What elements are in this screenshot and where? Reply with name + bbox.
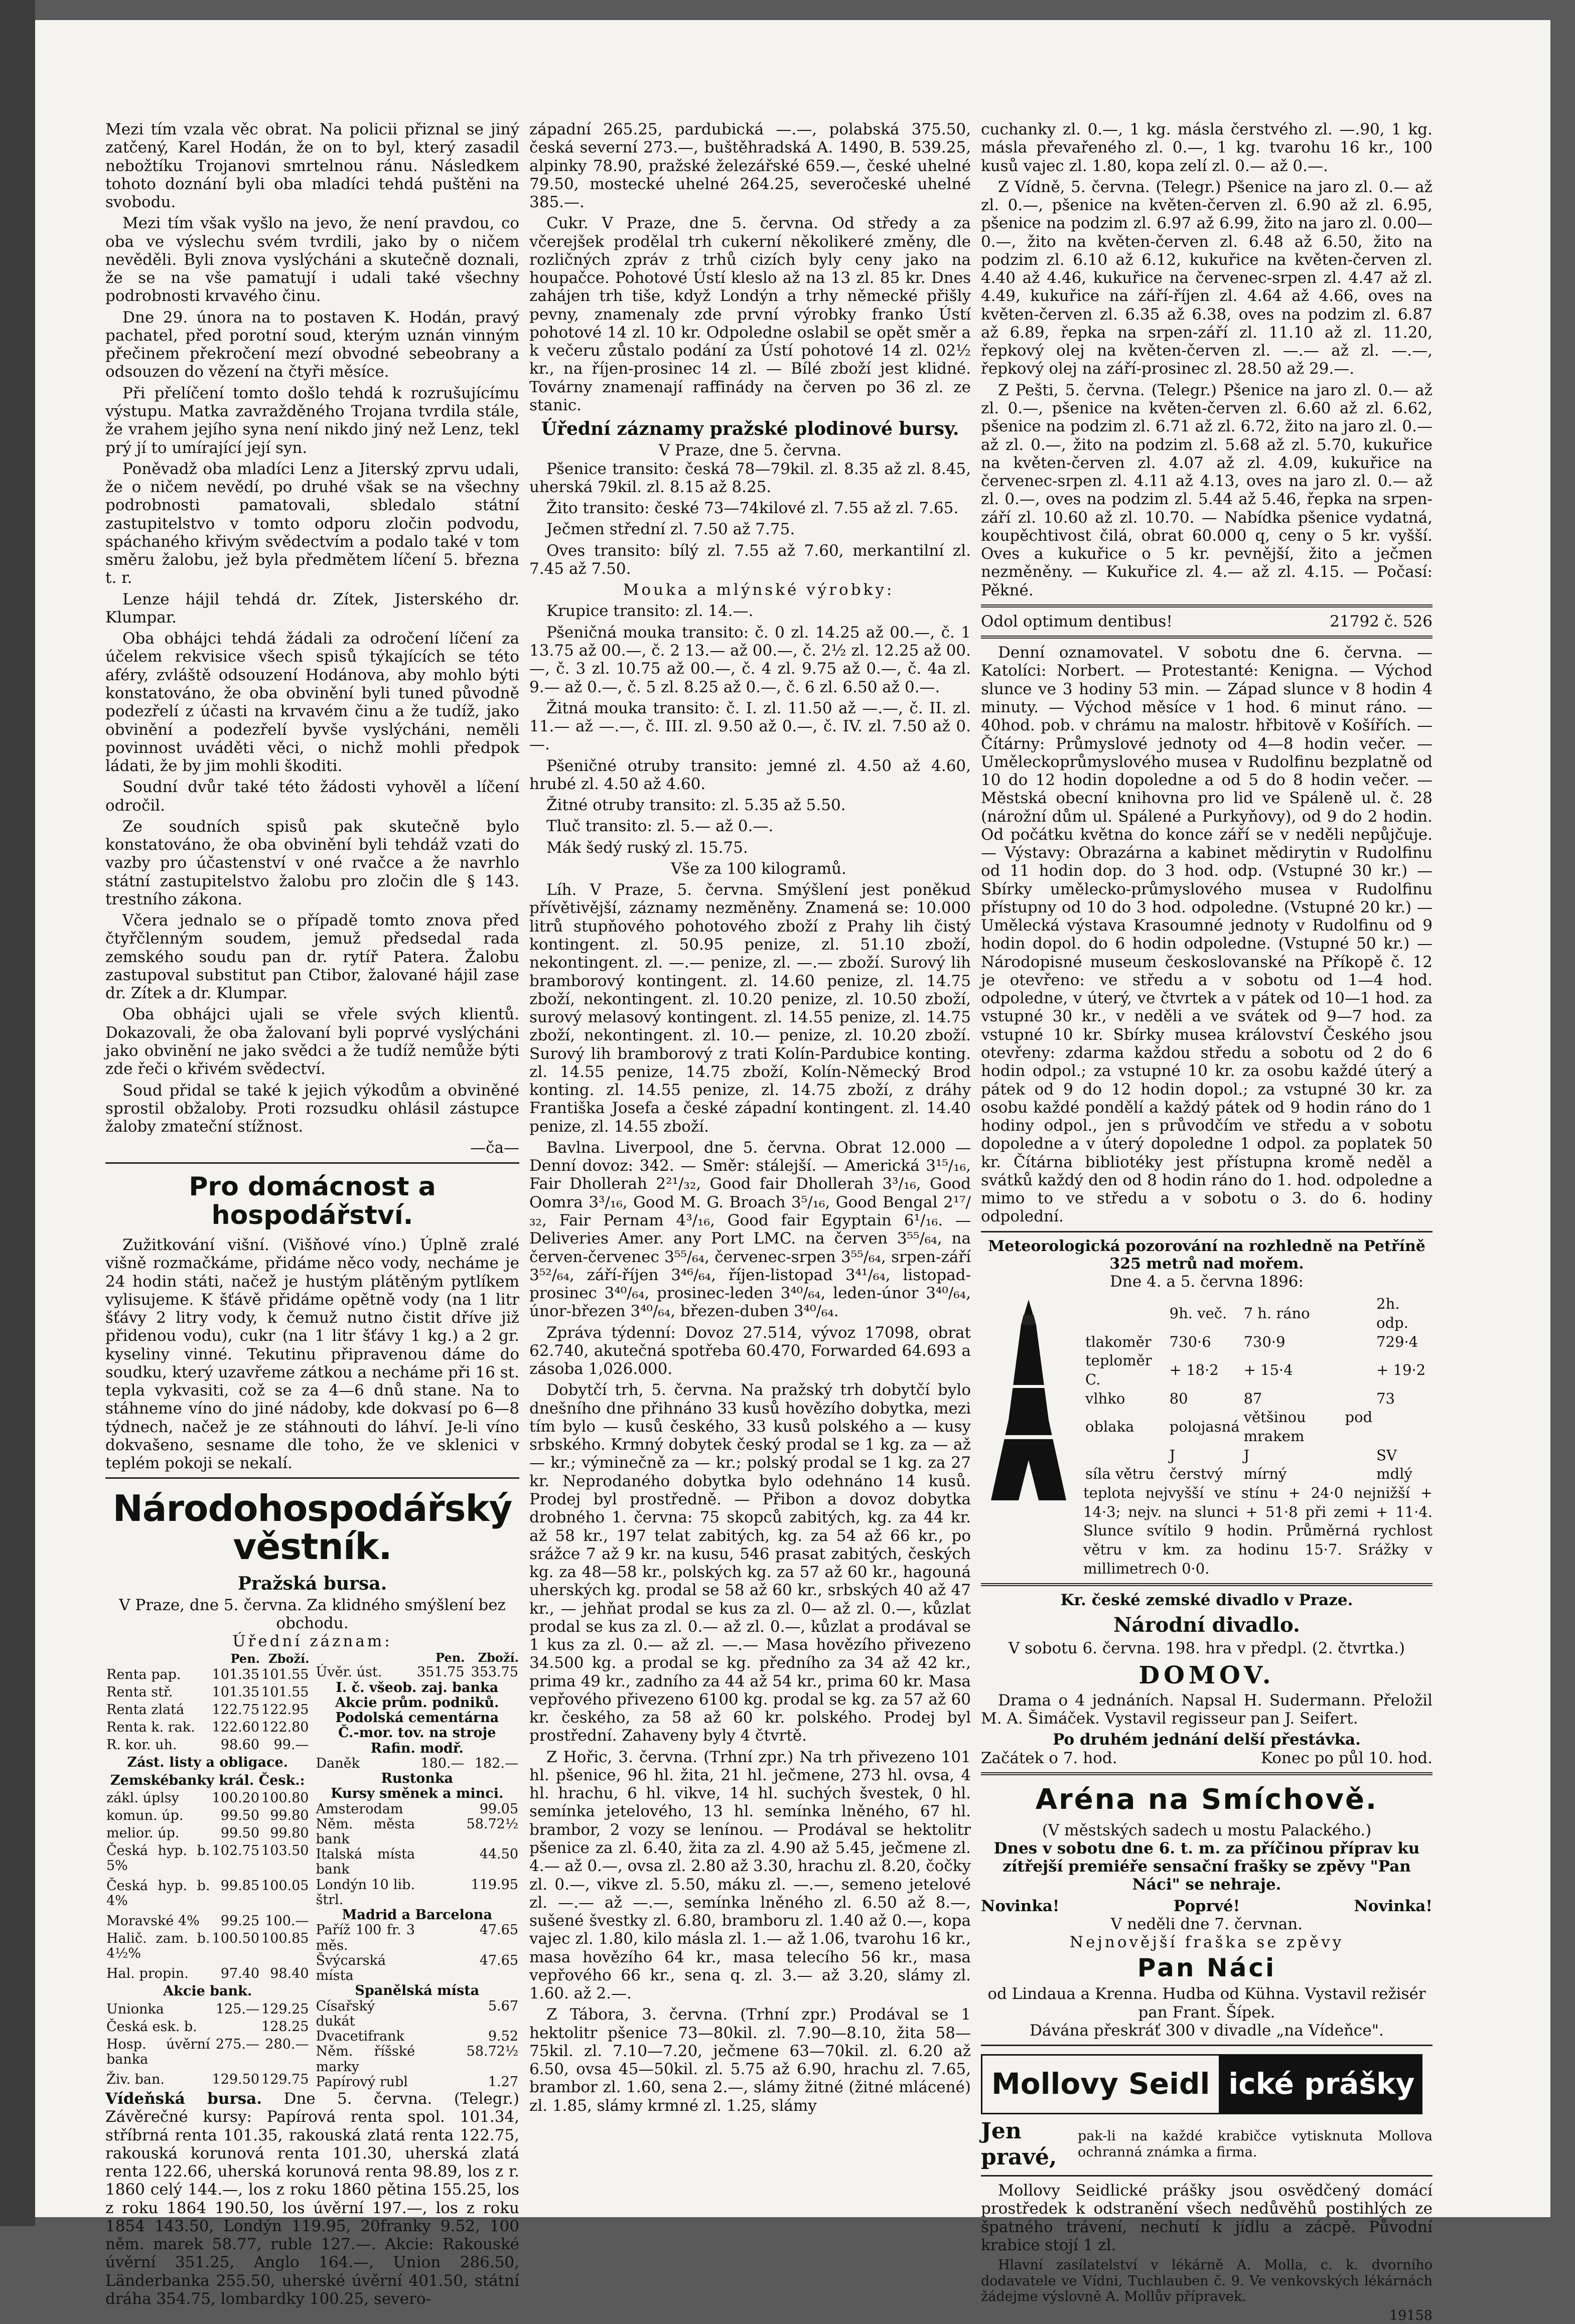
rate-label: Kursy směnek a minci. xyxy=(331,1786,504,1802)
rate-label: I. č. všeob. zaj. banka xyxy=(336,1679,499,1695)
meteo-row xyxy=(1083,1446,1433,1465)
rate-zbozi: 47.65 xyxy=(479,1922,518,1938)
rate-row xyxy=(105,1755,310,1773)
rate-zbozi: 129.25 xyxy=(261,2001,309,2017)
rate-row xyxy=(105,1808,310,1826)
rate-row xyxy=(315,1983,520,1998)
rate-row xyxy=(105,2020,310,2037)
rate-zbozi: 9.52 xyxy=(488,2029,518,2045)
article-paragraph: Mezi tím však vyšlo na jevo, že není pravdou, co oba ve výslechu svém tvrdili, jako by o ničem nevěděli. Byli znova vyslýcháni a skutečně doznali, že se na vše pamatují i udali také všechny podrobnosti krvavého činu. xyxy=(105,214,519,305)
odol-ad-text: Odol optimum dentibus! xyxy=(981,612,1173,631)
divider xyxy=(981,1231,1433,1232)
col-head-pen: Pen. xyxy=(230,1651,260,1666)
meteo-row xyxy=(1083,1351,1433,1389)
jen-prave: Jen pravé, xyxy=(981,2118,1057,2170)
article-paragraph: Dobytčí trh, 5. června. Na pražský trh dobytčí bylo dnešního dne přihnáno 33 kusů hovězího dobytka, mezi tím bylo — kusů českého, 33 kusů polského a — kusy srbského. Krmný dobytek český prodal se 1 kg. za — až — kr.; výminečně za — kr.; polský prodal se 1 kg. za 27 kr. Neprodaného dobytka bylo odehnáno 14 kusů. Prodej byl prostředně. — Přibon a dovoz dobytka drobného 1. června: 75 skopců zabitých, kg. za 44 kr. až 58 kr., 197 telat zabitých, kg. za 54 až 66 kr., po srážce 7 až 9 kr. na kusu, 546 prasat zabitých, českých kg. za 48—58 kr., polských kg. za 57 až 60 kr., hagouná uherských kg. prodal se 58 až 60 kr., srbských 40 až 47 kr., — jehňat prodal se kus za zl. 0— až zl. 0.—, kůzlat prodal se kus za zl. 0.— až zl. 0.—, kůzlat a prodával se 1 kus za zl. 0.— až zl. —.— Masa hovězího přivezeno 34.500 kg. a prodal se kg. předního za 34 až 42 kr., prima 49 kr., zadního za 44 až 54 kr., prima 60 kr. Masa vepřového přivezeno 6100 kg. prodal se kg. za 57 až 60 kr. českého, za 58 až 60 kr. polského. Prodej byl prostřední. Zahaveny byly 4 čtvrtě. xyxy=(529,1381,971,1745)
article-paragraph: Vše za 100 kilogramů. xyxy=(671,859,846,878)
rate-label: Madrid a Barcelona xyxy=(342,1907,492,1923)
rate-pen: 101.35 xyxy=(212,1667,260,1683)
theatre-date: V sobotu 6. června. 198. hra v předpl. (2. čtvrtka.) xyxy=(1008,1639,1405,1657)
article-paragraph: Mezi tím vzala věc obrat. Na policii přiznal se jiný zatčený, Karel Hodán, že on to byl, který zasadil nebožtíku Trojanovi smrtelnou ránu. Následkem tohoto doznání byli oba mladíci tehdá puštěni na svobodu. xyxy=(105,120,519,212)
rate-row xyxy=(315,2075,520,2090)
poprve-label: Poprvé! xyxy=(1173,1897,1240,1915)
meteo-block xyxy=(981,1295,1433,1578)
dateline: V Praze, dne 5. června. xyxy=(658,441,842,460)
article-paragraph: Hlavní zasílatelství v lékárně A. Molla, c. k. dvorního dodavatele ve Vídni, Tuchlauben č. 9. Ve venkovských lékárnách žádejme výslovně A. Mollův přípravek. xyxy=(981,2257,1433,2305)
rate-row xyxy=(315,1908,520,1923)
article-paragraph: cuchanky zl. 0.—, 1 kg. másla čerstvého zl. —.90, 1 kg. másla převařeného zl. 0.—, 1 kg. tvarohu 16 kr., 100 kusů vajec zl. 1.80, kopa zelí zl. 0.— až 0.—. xyxy=(981,120,1433,175)
rate-row xyxy=(105,1879,310,1914)
meteo-temp-text: teplota nejvyšší ve stínu + 24·0 nejnižší + 14·3; nejv. na slunci + 51·8 při zemi + 11·4. Slunce svítilo 9 hodin. Průměrná rychlost větru v km. za hodinu 15·7. Srážky v millimetrech 0·0. xyxy=(1083,1484,1433,1577)
arena-date: V neděli dne 7. červnan. xyxy=(1110,1915,1303,1933)
rate-label: Hosp. úvěrní banka xyxy=(106,2036,210,2067)
meteo-cell xyxy=(1374,1408,1433,1446)
meteo-row xyxy=(1083,1465,1433,1484)
meteo-cell: vlhko xyxy=(1085,1389,1125,1407)
article-paragraph xyxy=(105,2090,519,2308)
intermission-note: Po druhém jednání delší přestávka. xyxy=(1053,1731,1361,1749)
meteo-cell: 729·4 xyxy=(1376,1333,1418,1350)
meteo-head-cell: 9h. več. xyxy=(1169,1304,1227,1322)
rate-label: komun. úp. xyxy=(106,1807,184,1823)
meteo-cell: většinou pod mrakem xyxy=(1243,1409,1373,1445)
article-paragraph: Při přelíčení tomto došlo tehdá k rozrušujícímu výstupu. Matka zavražděného Trojana tvrdila stále, že vrahem jejího syna není nikdo jiný než Lenz, tekl prý jí to umírající její syn. xyxy=(105,384,519,457)
article-paragraph: Z Tábora, 3. června. (Trhní zpr.) Prodával se 1 hektolitr pšenice 73—80kil. zl. 7.90—8.10, žita 58—75kil. zl. 7.10—7.20, ječmene 63—70kil. zl. 6.20 až 6.50, ovsa 45—50kil. zl. 5.75 až 6.90, hrachu zl. 7.65, brambor zl. 1.60, sena 2.—, slámy žitné (žitné mlácené) zl. 1.85, slámy krmné zl. 1.25, slámy xyxy=(529,2005,971,2115)
rate-row xyxy=(105,2002,310,2020)
rate-row xyxy=(315,2044,520,2074)
rate-pen xyxy=(416,1817,465,1847)
petrin-tower-icon xyxy=(981,1295,1076,1510)
rate-row xyxy=(315,1802,520,1817)
meteo-cell: + 19·2 xyxy=(1376,1361,1426,1379)
article-paragraph: Žitná mouka transito: č. I. zl. 11.50 až —.—, č. II. zl. 11.— až —.—, č. III. zl. 9.50 až 0.—, č. IV. zl. 7.50 až 0.—. xyxy=(529,699,971,754)
narodni-divadlo-heading: Národní divadlo. xyxy=(1113,1613,1300,1637)
rate-row xyxy=(315,1817,520,1847)
arena-heading: Aréna na Smíchově. xyxy=(1035,1783,1378,1816)
subheading-videnska: Vídeňská bursa. xyxy=(105,2089,262,2108)
theatre-times xyxy=(981,1749,1433,1767)
rate-zbozi: 122.95 xyxy=(261,1702,309,1718)
meteo-date: Dne 4. a 5. června 1896: xyxy=(1110,1272,1304,1291)
rate-label: R. kor. uh. xyxy=(106,1737,177,1753)
rate-zbozi: 98.40 xyxy=(270,1966,309,1982)
rate-label: Úvěr. úst. xyxy=(316,1664,382,1680)
subheading-plodinova-bursa: Úřední záznamy pražské plodinové bursy. xyxy=(541,418,959,440)
novinka-label: Novinka! xyxy=(1354,1897,1433,1915)
arena-count: Dávána přeskráť 300 v divadle „na Vídeňce". xyxy=(1030,2021,1384,2040)
rate-pen: 98.60 xyxy=(220,1737,260,1753)
article-paragraph: Soudní dvůr také této žádosti vyhověl a líčení odročil. xyxy=(105,778,519,815)
rate-label: Česká esk. b. xyxy=(106,2019,197,2035)
rate-label: Rustonka xyxy=(381,1771,454,1787)
article-paragraph: Žito transito: české 73—74kilové zl. 7.55 až zl. 7.65. xyxy=(546,499,959,518)
rate-zbozi: 119.95 xyxy=(471,1877,518,1893)
rate-pen xyxy=(416,1953,465,1983)
meteo-cell: 730·6 xyxy=(1169,1333,1211,1350)
rate-label: Daněk xyxy=(316,1755,360,1771)
rate-pen: 99.50 xyxy=(220,1825,260,1841)
arena-notice: Dnes v sobotu dne 6. t. m. za příčinou příprav ku zítřejší premiéře sensační frašky se zpěvy "Pan Náci" se nehraje. xyxy=(993,1839,1420,1894)
rate-label: Dvacetifrank xyxy=(316,2029,404,2045)
rate-label: Hal. propin. xyxy=(106,1966,189,1982)
divider xyxy=(981,636,1433,639)
rate-label: Něm. města bank xyxy=(316,1816,415,1847)
article-paragraph: Oba obhájci tehdá žádali za odročení líčení za účelem rekvisice všech spisů týkajících se této aféry, zvláště odsouzení Hodánova, aby mohlo býti konstatováno, že oba obvinění byli tuned původně podezřelí z účasti na krvavém činu a že tudíž, jako obvinění a podezřelí byvše vyslýcháni, neměli povinnost uváděti věci, o nichž mohli předpok ládati, že by jim mohli škoditi. xyxy=(105,630,519,776)
banner-left: Mollovy Seidl xyxy=(981,2054,1220,2114)
meteo-cell: síla větru xyxy=(1085,1465,1155,1483)
rate-pen: 97.40 xyxy=(220,1966,260,1982)
article-paragraph: Soud přidal se také k jejich výkodům a obviněné sprostil obžaloby. Proti rozsudku ohlásil zástupce žaloby zmateční stížnost. xyxy=(105,1081,519,1136)
rate-zbozi: 1.27 xyxy=(488,2074,518,2090)
videnska-text: Dne 5. června. (Telegr.) Závěrečné kursy: Papírová renta spol. 101.34, stříbrná renta 101.35, rakouská zlatá renta 122.75, rakouská korunová renta 101.30, uherská zlatá renta 122.66, uherská korunová renta 98.89, los z r. 1860 celý 144.—, los z roku 1860 pětina 155.25, los z roku 1864 190.50, los úvěrní 197.—, los z roku 1854 143.50, Londýn 119.95, 20franky 9.52, 100 něm. marek 58.77, ruble 127.—. Akcie: Rakouské úvěrní 351.25, Anglo 164.—, Union 286.50, Länderbanka 255.50, uherské úvěrní 401.50, státní dráha 354.75, lombardky 100.25, severo- xyxy=(105,2089,519,2308)
rate-zbozi: 99.— xyxy=(273,1737,309,1753)
mollovy-banner xyxy=(981,2054,1433,2114)
rate-row xyxy=(315,1695,520,1711)
rate-label: Amsterodam xyxy=(316,1801,403,1817)
meteo-cell: 73 xyxy=(1376,1389,1395,1407)
meteo-row xyxy=(1083,1333,1433,1352)
bursa-intro: V Praze, dne 5. června. Za klidného smýšlení bez obchodu. xyxy=(119,1596,506,1632)
rate-row xyxy=(315,1726,520,1741)
rate-label: Č.-mor. tov. na stroje xyxy=(338,1725,496,1741)
rate-label: Česká hyp. b. 5% xyxy=(106,1842,210,1874)
article-paragraph: Zužitkování višní. (Višňové víno.) Úplně zralé višně rozmačkáme, přidáme něco vody, necháme je 24 hodin státi, načež je hustým plátěným pytlíkem vylisujeme. K šťávě přidáme opětně vody (na 1 litr šťávy 2 litry vody, k čemuž nutno čistit dříve již přidenou vodu), cukr (na 1 litr šťávy 1 kg.) a 2 gr. kyseliny vinné. Tekutinu připravenou dáme do soudku, který uzavřeme zátkou a necháme při 16 st. tepla vykvasiti, což se za 4—6 dnů stane. Na to stáhneme víno do jiné nádoby, kde dokvasí po 6—8 týdnech, načež je ze stáhnouti do láhví. Je-li víno dokvašeno, sesname dle toho, že ve sklenici v teplém pokoji se nekalí. xyxy=(105,1235,519,1473)
rate-zbozi: 280.— xyxy=(265,2036,309,2052)
meteo-cell: mírný xyxy=(1243,1465,1287,1483)
rate-zbozi: 129.75 xyxy=(261,2071,309,2087)
rate-zbozi: 99.80 xyxy=(270,1825,309,1841)
arena-play-title: Pan Náci xyxy=(1137,1953,1276,1983)
arena-genre: Nejnovější fraška se zpěvy xyxy=(1069,1933,1344,1952)
rate-pen xyxy=(211,2020,260,2037)
column-1 xyxy=(105,120,519,2311)
article-paragraph: Lenze hájil tehdá dr. Zítek, Jisterského dr. Klumpar. xyxy=(105,590,519,627)
rate-pen: 351.75 xyxy=(417,1664,465,1680)
rate-label: Podolská cementárna xyxy=(335,1710,499,1726)
meteo-row xyxy=(1083,1389,1433,1409)
rate-row xyxy=(315,2029,520,2044)
rate-row xyxy=(315,1680,520,1695)
rate-pen: 99.50 xyxy=(220,1807,260,1823)
rate-label: Spanělská místa xyxy=(355,1983,480,1999)
divider xyxy=(105,1162,519,1164)
rate-pen: 122.75 xyxy=(212,1702,260,1718)
banner-right: ické prášky xyxy=(1220,2054,1422,2114)
rate-label: Halič. zam. b. 4½% xyxy=(106,1931,210,1962)
rate-row xyxy=(315,1741,520,1756)
meteo-cell: 80 xyxy=(1169,1389,1188,1407)
trademark-note: pak-li na každé krabičce vytisknuta Mollova ochranná známka a firma. xyxy=(1078,2128,1433,2160)
odol-ad xyxy=(981,612,1433,631)
rate-row xyxy=(105,2037,310,2072)
meteo-cell: 87 xyxy=(1243,1389,1262,1407)
meteo-table xyxy=(1083,1295,1433,1578)
rate-label: Italská místa bank xyxy=(316,1846,415,1878)
rate-row xyxy=(315,1999,520,2029)
rate-pen xyxy=(416,1847,465,1877)
meteo-cell: + 15·4 xyxy=(1243,1361,1293,1379)
meteo-cell: + 18·2 xyxy=(1169,1361,1219,1379)
column-3 xyxy=(981,120,1433,2324)
article-paragraph: Pšeničná mouka transito: č. 0 zl. 14.25 až 00.—, č. 1 13.75 až 00.—, č. 2 13.— až 00.—, č. 2½ zl. 12.25 až 00.—, č. 3 zl. 10.75 až 00.—, č. 4 zl. 9.75 až 0.—, č. 4a zl. 9.— až 0.—, č. 5 zl. 8.25 až 0.—, č. 6 zl. 6.50 až 0.—. xyxy=(529,623,971,696)
rate-zbozi: 182.— xyxy=(474,1755,518,1771)
scan-margin xyxy=(0,0,35,2226)
play-title: DOMOV. xyxy=(1138,1661,1275,1689)
rate-row xyxy=(315,1923,520,1953)
rate-row xyxy=(105,1984,310,2001)
rate-zbozi: 99.80 xyxy=(270,1807,309,1823)
article-paragraph: Z Pešti, 5. června. (Telegr.) Pšenice na jaro zl. 0.— až zl. 0.—, pšenice na květen-červen zl. 6.60 až zl. 6.62, pšenice na podzim zl. 6.71 až zl. 6.72, žito na jaro zl. 0.— až zl. 0.—, žito na podzim zl. 5.68 až zl. 5.70, kukuřice na květen-červen zl. 4.07 až zl. 4.09, kukuřice na červenec-srpen zl. 4.11 až 4.13, oves na jaro zl. 0.— až zl. 0.—, oves na podzim zl. 5.44 až 5.46, řepka na srpen-září zl. 10.60 až zl. 10.70. — Nabídka pšenice vydatná, koupěchtivost čilá, obrat 60.000 q, ceny o 5 kr. vyšší. Oves a kukuřice o 5 kr. pevnější, žito a ječmen nezměněny. — Kukuřice zl. 4.— až zl. 4.15. — Počasí: Pěkné. xyxy=(981,381,1433,599)
article-paragraph: Dne 29. února na to postaven K. Hodán, pravý pachatel, před porotní soud, kterým uznán vinným přečinem překročení mezí obvodné sebeobrany a odsouzen do vězení na čtyři měsíce. xyxy=(105,308,519,381)
odol-ad-number: 21792 č. 526 xyxy=(1330,612,1433,631)
rate-zbozi: 44.50 xyxy=(479,1846,518,1863)
rate-label: Paříž 100 fr. 3 měs. xyxy=(316,1922,415,1953)
rate-zbozi: 5.67 xyxy=(488,1998,518,2014)
arena-location: (V městských sadech u mostu Palackého.) xyxy=(1042,1821,1372,1839)
rate-pen xyxy=(416,2075,465,2090)
rate-label: Zemskébanky král. Česk.: xyxy=(110,1772,305,1788)
col-head-zbozi: Zboží. xyxy=(478,1650,519,1665)
rate-label: Renta k. rak. xyxy=(106,1720,195,1736)
meteo-cell: mdlý xyxy=(1376,1465,1412,1483)
newspaper-page xyxy=(35,20,1550,2323)
rate-zbozi: 101.55 xyxy=(261,1667,309,1683)
rate-label: Švýcarská místa xyxy=(316,1952,386,1984)
rate-zbozi: 58.72½ xyxy=(466,2044,518,2060)
rate-pen xyxy=(416,1802,465,1817)
rate-zbozi: 100.85 xyxy=(261,1931,309,1947)
rate-label: Renta stř. xyxy=(106,1684,173,1700)
start-time: Začátek o 7. hod. xyxy=(981,1749,1117,1767)
end-time: Konec po půl 10. hod. xyxy=(1261,1749,1433,1767)
article-paragraph: Ječmen střední zl. 7.50 až 7.75. xyxy=(546,520,795,539)
rate-label: zákl. úplsy xyxy=(106,1790,179,1806)
rate-zbozi: 58.72½ xyxy=(466,1816,518,1832)
rate-pen xyxy=(416,2044,465,2074)
rate-row xyxy=(105,1685,310,1702)
rate-label: Unionka xyxy=(106,2001,164,2017)
meteo-cell: 730·9 xyxy=(1243,1333,1285,1350)
rate-label: Něm. říšské marky xyxy=(316,2044,415,2075)
meteo-head-cell xyxy=(1083,1295,1168,1332)
rate-pen: 101.35 xyxy=(212,1684,260,1700)
rate-pen xyxy=(416,1878,465,1908)
divider xyxy=(981,2175,1433,2177)
rate-zbozi: 100.— xyxy=(265,1913,309,1929)
rate-row xyxy=(315,1665,520,1680)
rate-label: Renta zlatá xyxy=(106,1702,185,1718)
rate-zbozi: 101.55 xyxy=(261,1684,309,1700)
rate-pen: 275.— xyxy=(215,2036,260,2052)
article-signature: —ča— xyxy=(470,1139,519,1157)
rate-zbozi: 47.65 xyxy=(479,1952,518,1968)
rate-pen xyxy=(416,1923,465,1953)
rate-zbozi: 100.05 xyxy=(261,1878,309,1894)
meteo-cell: teploměr C. xyxy=(1085,1352,1152,1388)
divider xyxy=(981,604,1433,607)
meteo-cell: čerstvý xyxy=(1169,1465,1223,1483)
rate-pen xyxy=(416,2029,465,2044)
rate-row xyxy=(315,1711,520,1726)
article-paragraph: Žitné otruby transito: zl. 5.35 až 5.50. xyxy=(546,796,846,815)
rate-row xyxy=(105,1826,310,1843)
ad-number: 19158 xyxy=(1389,2307,1433,2323)
rate-pen: 102.75 xyxy=(212,1842,260,1858)
meteo-head-cell: 2h. odp. xyxy=(1376,1295,1408,1331)
column-2 xyxy=(529,120,971,2118)
rate-row xyxy=(315,1953,520,1983)
novinka-label: Novinka! xyxy=(981,1897,1060,1915)
arena-credits: od Lindaua a Krenna. Hudba od Kühna. Vystavil režisér pan Frant. Šípek. xyxy=(987,1985,1426,2022)
section-heading-domacnost: Pro domácnost a hospodářství. xyxy=(189,1171,436,1230)
rate-label: Akcie bank. xyxy=(163,1983,252,1999)
article-paragraph: Pšenice transito: česká 78—79kil. zl. 8.35 až zl. 8.45, uherská 79kil. zl. 8.15 až 8.25. xyxy=(529,459,971,496)
rate-label: Živ. ban. xyxy=(106,2071,165,2087)
rate-row xyxy=(105,1720,310,1738)
mollovy-note xyxy=(981,2118,1433,2170)
rate-pen: 180.— xyxy=(420,1755,465,1771)
rate-row xyxy=(105,1791,310,1808)
article-paragraph: Denní oznamovatel. V sobotu dne 6. června. — Katolíci: Norbert. — Protestanté: Kenigna. — Východ slunce ve 3 hodiny 53 min. — Západ slunce v 8 hodin 4 minuty. — Východ měsíce v 1 hod. 6 minut ráno. — 40hod. pob. v chrámu na malostr. hřbitově v Košířích. — Čítárny: Průmyslové jednoty od 4—8 hodin večer. — Uměleckoprůmyslového musea v Rudolfinu bezplatně od 10 do 12 hodin dopoledne a od 5 do 8 hodin večer. — Městská obecní knihovna pro lid ve Spáleně ul. č. 28 (nárožní dům ul. Spálené a Purkyňovy), od 9 do 2 hodin. Od počátku května do konce září se v neděli nepůjčuje. — Výstavy: Obrazárna a kabinet mědirytin v Rudolfinu od 11 hodin dop. do 3 hod. odp. (Vstupné 30 kr.) — Sbírky umělecko-průmyslového musea v Rudolfinu přístupny od 10 do 3 hod. odpoledne. (Vstupné 20 kr.) — Umělecká výstava Krasoumné jednoty v Rudolfinu od 9 hodin dopol. do 6 hodin odpoledne. (Vstupné 50 kr.) — Národopisné museum českoslovanské na Příkopě č. 12 je otevřeno: ve středu a v sobotu od 1—4 hod. odpoledne, v úterý, ve čtvrtek a v pátek od 10—1 hod. za vstupné 30 kr., v neděli a ve svátek od 9—7 hod. za vstupné 10 kr. Sbírky musea království Českého jsou otevřeny: zdarma každou středu a sobotu od 2 do 6 hodin odpol.; za vstupné 10 kr. za osobu každé úterý a pátek od 9 do 12 hodin dopol.; za vstupné 30 kr. za osobu každé pondělí a každý pátek od 9 hodin ráno do 1 hodiny odpol., jen s průvodčím ve středu a v sobotu dopoledne a v úterý dopoledne 1 odpol. za poplatek 50 kr. Čítárna bibliotéky jest přístupna kromě neděl a svátků každý den od 8 hodin ráno do 1. hod. odpoledne a mimo to ve středu a v sobotu o 3. do 6. hodiny odpolední. xyxy=(981,644,1433,1226)
article-paragraph: Zpráva týdenní: Dovoz 27.514, vývoz 17098, obrat 62.740, akutečná spotřeba 60.470, Forwarded 64.693 a zásoba 1,026.000. xyxy=(529,1323,971,1378)
article-paragraph: Bavlna. Liverpool, dne 5. června. Obrat 12.000 — Denní dovoz: 342. — Směr: stálejší. — Americká 3¹⁵/₁₆, Fair Dhollerah 2²¹/₃₂, Good fair Dhollerah 3³/₁₆, Good Oomra 3³/₁₆, Good M. G. Broach 3⁵/₁₆, Good Bengal 2¹⁷/₃₂, Fair Pernam 4³/₁₆, Good fair Egyptain 6¹/₁₆. — Deliveries Amer. any Port LMC. na červen 3⁵⁵/₆₄, na červen-červenec 3⁵⁵/₆₄, červenec-srpen 3⁵⁵/₆₄, srpen-září 3⁵²/₆₄, září-říjen 3⁴⁶/₆₄, říjen-listopad 3⁴¹/₆₄, listopad-prosinec 3⁴⁰/₆₄, prosinec-leden 3⁴⁰/₆₄, leden-únor 3⁴⁰/₆₄, únor-březen 3⁴⁰/₆₄, březen-duben 3⁴⁰/₆₄. xyxy=(529,1138,971,1321)
bursa-subtitle: Úřední záznam: xyxy=(232,1632,392,1651)
meteo-cell xyxy=(1083,1446,1168,1465)
rate-row xyxy=(105,1966,310,1984)
rate-label: Renta pap. xyxy=(106,1667,181,1683)
theatre-heading: Kr. české zemské divadlo v Praze. xyxy=(1060,1591,1353,1610)
rate-label: Akcie prům. podniků. xyxy=(335,1694,499,1711)
divider xyxy=(981,2045,1433,2046)
subheading-prazska-bursa: Pražská bursa. xyxy=(237,1573,387,1594)
meteo-row xyxy=(1083,1408,1433,1446)
rate-zbozi: 122.80 xyxy=(261,1720,309,1736)
col-head-zbozi: Zboží. xyxy=(268,1651,310,1666)
meteo-cell: J xyxy=(1243,1446,1250,1464)
rate-pen: 99.25 xyxy=(220,1913,260,1929)
rate-pen: 100.20 xyxy=(212,1790,260,1806)
rate-label: Moravské 4% xyxy=(106,1913,200,1929)
rate-pen: 125.— xyxy=(215,2001,260,2017)
rate-row xyxy=(315,1771,520,1786)
rate-zbozi: 99.05 xyxy=(479,1801,518,1817)
rate-label: Rafin. modř. xyxy=(370,1740,464,1756)
article-paragraph: Oves transito: bílý zl. 7.55 až 7.60, merkantilní zl. 7.45 až 7.50. xyxy=(529,541,971,578)
divider xyxy=(105,1477,519,1479)
rate-row xyxy=(105,1843,310,1879)
rate-row xyxy=(105,2072,310,2090)
article-paragraph: Mák šedý ruský zl. 15.75. xyxy=(546,838,748,857)
rate-row xyxy=(315,1878,520,1908)
article-paragraph: Mouka a mlýnské výrobky: xyxy=(623,581,895,599)
article-paragraph: Drama o 4 jednáních. Napsal H. Sudermann. Přeložil M. A. Šimáček. Vystavil regisseur pan J. Seifert. xyxy=(981,1691,1433,1728)
article-paragraph: Krupice transito: zl. 14.—. xyxy=(546,602,754,621)
divider xyxy=(981,1772,1433,1775)
rate-zbozi: 103.50 xyxy=(261,1842,309,1858)
meteo-cell: polojasná xyxy=(1169,1418,1240,1436)
rate-row xyxy=(105,1931,310,1966)
rate-row xyxy=(105,1667,310,1685)
rate-row xyxy=(105,1773,310,1791)
section-heading-vestnik: Národohospodářský věstník. xyxy=(112,1487,512,1568)
article-paragraph: Mollovy Seidlické prášky jsou osvědčený domácí prostředek k odstranění všech nedůvěhů postihlých ze špatného trávení, nechutí k jídlu a zácpě. Původní krabice stojí 1 zl. xyxy=(981,2182,1433,2254)
article-paragraph: Cukr. V Praze, dne 5. června. Od středy a za včerejšek prodělal trh cukerní několikeré změny, dle rozličných zpráv z trhů cizích byly ceny jako na houpačce. Pohotové Ústí kleslo až na 13 zl. 85 kr. Dnes zahájen trh tiše, když Londýn a trhy německé přišly pevny, znamenaly zde první výrobky franko Ústí pohotové 14 zl. 10 kr. Odpoledne oslabil se opět směr a k večeru zůstalo podání za Ústí pohotové 14 zl. 02½ kr., na říjen-prosinec 14 zl. — Bílé zboží jest klidné. Továrny znamenají raffinády na červen po 36 zl. ze stanic. xyxy=(529,214,971,414)
rate-row xyxy=(105,1914,310,1931)
article-paragraph: Z Hořic, 3. června. (Trhní zpr.) Na trh přivezeno 101 hl. pšenice, 96 hl. žita, 21 hl. ječmene, 273 hl. ovsa, 4 hl. hrachu, 6 hl. vikve, 14 hl. suchých švestek, 0 hl. semínka jetelového, 13 hl. semínka lněného, 67 hl. brambor, 2 vozy se lenínou. — Prodával se hektolitr pšenice za zl. 6.40, žita za zl. 4.90 až 5.45, ječmene zl. 4.— až 0.—, ovsa zl. 2.80 až 3.30, hrachu zl. 8.20, čočky zl. 0.—, vikve zl. 5.50, máku zl. —.—, semeno jetelové zl. —.— až —.—, semínka lněného zl. 6.50 až 8.—, sušené švestky zl. 6.80, bramboru zl. 1.40 až 0.—, kopa vajec zl. 1.80, kilo másla zl. 1.— až 1.06, tvarohu 16 kr., masa hovězího 64 kr., masa telecího 56 kr., masa vepřového 66 kr., sena q. zl. 3.— až 3.20, slámy zl. 1.60. až 2.—. xyxy=(529,1748,971,2003)
arena-novinka-row xyxy=(981,1897,1433,1915)
article-paragraph: Tluč transito: zl. 5.— až 0.—. xyxy=(546,817,774,836)
article-paragraph: Poněvadž oba mladíci Lenz a Jiterský zprvu udali, že o ničem nevědí, po druhé však se na všechny podrobnosti pamatovali, sbledalo státní zastupitelstvo v tomto odporu zločin podvodu, spáchaného křivým svědectvím a podalo také v tom směru žalobu, jež byla předmětem líčení 5. března t. r. xyxy=(105,459,519,587)
article-paragraph: Ze soudních spisů pak skutečně bylo konstatováno, že oba obvinění byli tehdáž vzati do vazby pro účastenství v oné rvačce a že navrhlo státní zastupitelstvo žalobu pro zločin dle § 143. trestního zákona. xyxy=(105,817,519,908)
rate-pen: 100.50 xyxy=(212,1931,260,1947)
rate-label: Papírový rubl xyxy=(316,2074,408,2090)
article-paragraph: západní 265.25, pardubická —.—, polabská 375.50, česká severní 273.—, buštěhradská A. 1490, B. 539.25, alpinky 78.90, pražské železářské 659.—, české uhelné 79.50, mostecké uhelné 264.25, severočeské uhelné 385.—. xyxy=(529,120,971,212)
rate-pen: 99.85 xyxy=(220,1878,260,1894)
rate-label: Londýn 10 lib. štrl. xyxy=(316,1877,415,1908)
rate-row xyxy=(315,1847,520,1877)
rates-tables xyxy=(105,1651,519,2090)
rate-label: melior. úp. xyxy=(106,1825,180,1841)
rate-row xyxy=(105,1702,310,1720)
meteo-cell: J xyxy=(1169,1446,1176,1464)
rate-zbozi: 353.75 xyxy=(471,1664,518,1680)
rate-row xyxy=(315,1786,520,1801)
rate-label: Císařský dukát xyxy=(316,1998,375,2029)
rate-pen: 129.50 xyxy=(212,2071,260,2087)
article-paragraph: Z Vídně, 5. června. (Telegr.) Pšenice na jaro zl. 0.— až zl. 0.—, pšenice na květen-červen zl. 6.90 až zl. 6.95, pšenice na podzim zl. 6.97 až 6.99, žito na jaro zl. 0.00—0.—, žito na květen-červen zl. 6.48 až 6.50, žito na podzim zl. 6.10 až 6.12, kukuřice na květen-červen zl. 4.40 až 4.46, kukuřice na červenec-srpen zl. 4.47 až zl. 4.49, kukuřice na září-říjen zl. 4.64 až 4.66, oves na květen-červen zl. 6.35 až 6.38, oves na podzim zl. 6.87 až 6.89, řepka na srpen-září zl. 11.10 až zl. 11.20, řepkový olej na květen-červen zl. —.— až zl. —.—, řepkový olej na září-prosinec zl. 28.50 až 29.—. xyxy=(981,178,1433,378)
rates-table-right xyxy=(315,1651,520,2090)
rate-zbozi: 128.25 xyxy=(261,2019,309,2035)
rate-label: Zást. listy a obligace. xyxy=(127,1755,289,1771)
article-paragraph: Oba obhájci ujali se vřele svých klientů. Dokazovali, že oba žalovaní byli poprvé vyslýcháni jako obvinění ne jako svědci a že tudíž nemůže býti zde řeči o křivém svědectví. xyxy=(105,1005,519,1078)
rate-label: Česká hyp. b. 4% xyxy=(106,1878,210,1909)
meteo-cell: oblaka xyxy=(1085,1418,1134,1436)
rate-zbozi: 100.80 xyxy=(261,1790,309,1806)
meteo-heading: Meteorologická pozorování na rozhledně na Petříně xyxy=(988,1237,1425,1255)
rate-row xyxy=(315,1756,520,1771)
col-head-pen: Pen. xyxy=(436,1650,465,1665)
article-paragraph: Pšeničné otruby transito: jemné zl. 4.50 až 4.60, hrubé zl. 4.50 až 4.60. xyxy=(529,756,971,793)
rate-pen xyxy=(416,1999,465,2029)
divider xyxy=(981,1583,1433,1586)
rates-table-left xyxy=(105,1651,310,2090)
meteo-cell: SV xyxy=(1376,1446,1397,1464)
meteo-head-cell: 7 h. ráno xyxy=(1243,1304,1310,1322)
rate-pen: 122.60 xyxy=(212,1720,260,1736)
rate-row xyxy=(105,1738,310,1755)
article-paragraph: Včera jednalo se o případě tomto znova před čtyřčlenným soudem, jemuž předsedal rada zemského soudu pan dr. rytíř Patera. Žalobu zastupoval substitut pan Ctibor, žalované hájil zase dr. Zítek a dr. Klumpar. xyxy=(105,911,519,1003)
article-paragraph: Líh. V Praze, 5. června. Smýšlení jest poněkud přívětivější, záznamy nezměněny. Znamená se: 10.000 litrů stupňového pohotového zboží z Prahy lih čistý kontingent. zl. 50.95 penize, zl. 51.10 zboží, nekontingent. zl. —.— penize, zl. —.— zboží. Surový lih bramborový kontingent. zl. 14.60 penize, zl. 14.75 zboží, nekontingent. zl. 10.20 penize, zl. 10.50 zboží, surový melasový kontingent. zl. 14.55 penize, zl. 14.75 zboží, nekontingent. zl. 10.— penize, zl. 10.20 zboží. Surový lih bramborový z trati Kolín-Pardubice konting. zl. 14.55 penize, 14.75 zboží, Kolín-Německý Brod konting. zl. 14.55 penize, zl. 14.75 zboží, z dráhy Františka Josefa a české západní kontingent. zl. 14.40 penize, zl. 14.55 zboží. xyxy=(529,881,971,1136)
meteo-cell: tlakoměr xyxy=(1085,1333,1152,1350)
meteo-subheading: 325 metrů nad mořem. xyxy=(1109,1255,1304,1273)
